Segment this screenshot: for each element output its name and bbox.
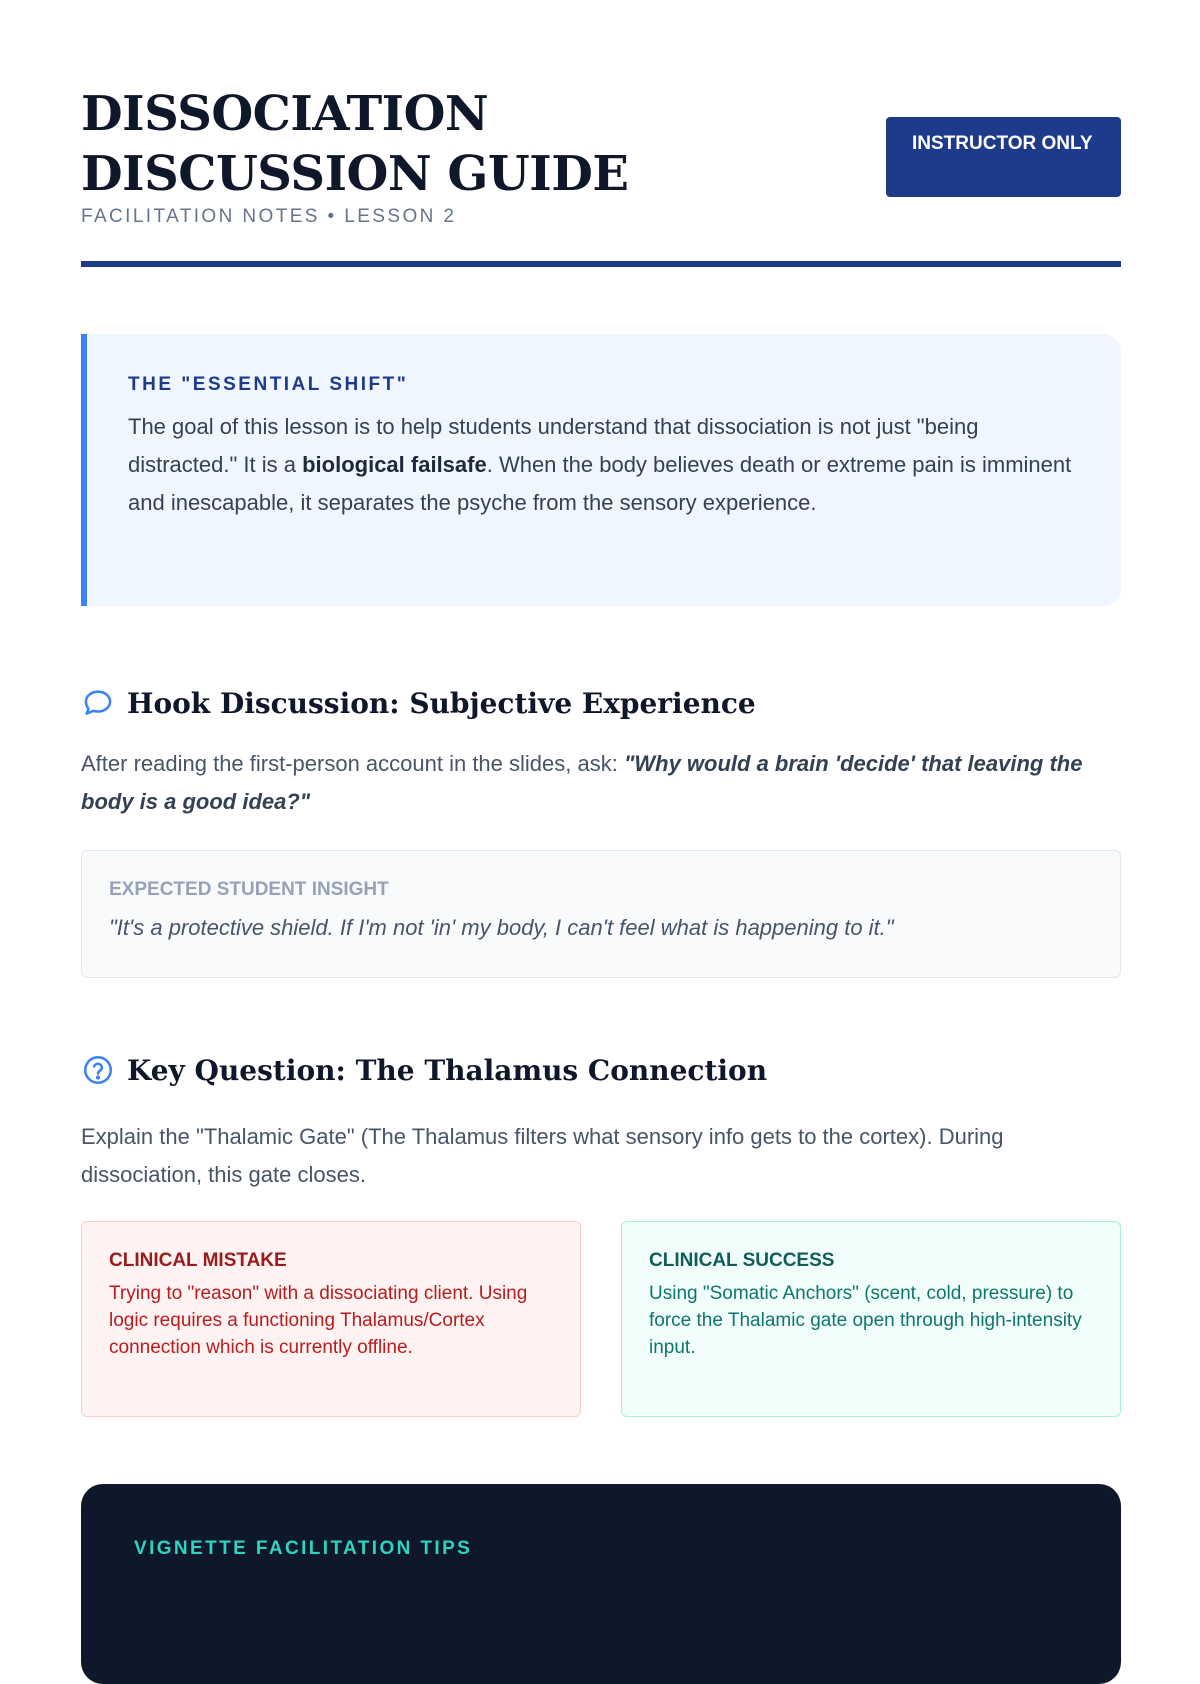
- clinical-success-box: [621, 1221, 1121, 1417]
- thalamic-gate-text: Explain the "Thalamic Gate" (The Thalamus filters what sensory info gets to the cortex). During dissociation, this gate closes.: [81, 1124, 1004, 1187]
- clinical-success-label: CLINICAL SUCCESS: [649, 1250, 835, 1271]
- hook-heading: [81, 683, 756, 723]
- essential-shift-text-end: . When the body believes death or extreme pain is imminent and inescapable, it separates the psyche from the sensory experience.: [128, 452, 1072, 515]
- hook-prompt: [81, 745, 1121, 821]
- clinical-mistake-label: CLINICAL MISTAKE: [109, 1250, 287, 1271]
- hook-heading-text: Hook Discussion: Subjective Experience: [127, 686, 756, 720]
- essential-shift-text: [128, 408, 1081, 522]
- hook-question: "Why would a brain 'decide' that leaving the body is a good idea?": [81, 751, 1083, 814]
- key-question-heading: [81, 1050, 767, 1090]
- expected-insight-quote: "It's a protective shield. If I'm not 'in' my body, I can't feel what is happening to it.": [109, 915, 894, 940]
- instructor-only-badge: INSTRUCTOR ONLY: [886, 117, 1121, 197]
- expected-insight-label: EXPECTED STUDENT INSIGHT: [109, 879, 389, 900]
- question-circle-icon: [81, 1053, 115, 1087]
- essential-shift-label: THE "ESSENTIAL SHIFT": [128, 374, 409, 395]
- essential-shift-text-start: The goal of this lesson is to help students understand that dissociation is not just "being distracted." It is a: [128, 414, 979, 477]
- header-divider: [81, 261, 1121, 267]
- header: [81, 84, 1121, 268]
- vignette-tips-label: VIGNETTE FACILITATION TIPS: [134, 1538, 473, 1559]
- key-question-heading-text: Key Question: The Thalamus Connection: [127, 1053, 768, 1087]
- vignette-tips-panel: [81, 1484, 1121, 1684]
- clinical-success-text: Using "Somatic Anchors" (scent, cold, pressure) to force the Thalamic gate open through high-intensity input.: [649, 1283, 1082, 1358]
- clinical-mistake-text: Trying to "reason" with a dissociating client. Using logic requires a functioning Thalamus/Cortex connection which is currently offline.: [109, 1283, 528, 1358]
- page-subtitle: FACILITATION NOTES • LESSON 2: [81, 206, 457, 227]
- essential-shift-emphasis: biological failsafe: [302, 452, 487, 477]
- speech-bubble-icon: [81, 686, 115, 720]
- page-title: DISSOCIATION DISCUSSION GUIDE: [81, 86, 629, 202]
- expected-insight-box: [81, 850, 1121, 978]
- clinical-mistake-box: [81, 1221, 581, 1417]
- essential-shift-callout: [81, 334, 1121, 606]
- hook-prompt-text: After reading the first-person account in the slides, ask:: [81, 751, 624, 776]
